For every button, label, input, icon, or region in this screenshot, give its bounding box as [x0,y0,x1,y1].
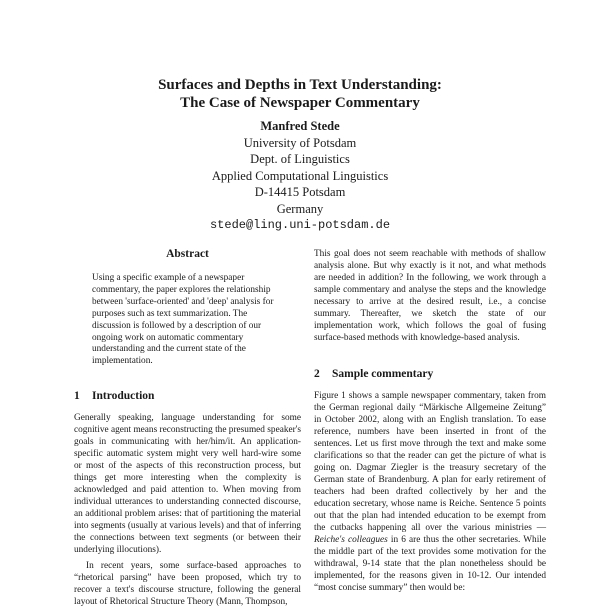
sample-emphasis: Reiche's colleagues [314,535,388,545]
author-email: stede@ling.uni-potsdam.de [209,218,391,232]
abstract-heading: Abstract [166,248,209,260]
right-top-paragraph: This goal does not seem reachable with methods of shallow analysis alone. But why exactly is it not, and what methods are needed in addition? In the following, we work through a sample commentary and analyse the steps and the knowledge necessary to arrive at the desired result, i.e., a concise summary. Thereafter, we sketch the state of our implementation work, which follows the goal of fusing surface-based methods with knowledge-based analysis. [314,249,546,343]
affiliation-line: Dept. of Linguistics [250,152,350,166]
intro-paragraph-1: Generally speaking, language understanding for some cognitive agent means reconstructing the presumed speaker's goals in communicating with her/him/it. An application-specific automatic system might very well hard-wire some or most of the aspects of this reconstruction process, but things get more interesting when the complexity is acknowledged and paid attention to. When moving from individual utterances to understanding connected discourse, an additional problem arises: that of partitioning the material into segments (usually at various levels) and that of inferring the connections between text segments (or between their underlying illocutions). [74,413,301,555]
section-number: 1 [74,390,80,402]
intro-body [74,412,301,608]
author-block [0,118,600,234]
sample-body [314,390,546,594]
affiliation-line: D-14415 Potsdam [254,185,346,199]
intro-paragraph-2: In recent years, some surface-based approaches to “rhetorical parsing” have been proposed, which try to recover a text's discourse structure, following the general layout of Rhetorical Structure Theory (Mann, Thompson, [74,561,301,607]
section-number: 2 [314,368,320,380]
paper-title-line-2: The Case of Newspaper Commentary [180,95,420,111]
sample-text-a: Figure 1 shows a sample newspaper commentary, taken from the German regional daily “Märkische Allgemeine Zeitung” in October 2002, along with an English translation. To ease reference, numbers have been inserted in front of the sentences. Let us first move through the text and make some clarifications so that the reader can get the picture of what is going on. Dagmar Ziegler is the treasury secretary of the German state of Brandenburg. A plan for early retirement of teachers had been drafted collectively by her and the education secretary, whose name is Reiche. Sentence 5 points out that the plan had intended education to be exempt from the cutbacks happening all over the various ministries — [314,391,546,533]
sample-paragraph-1 [314,390,546,594]
affiliation-line: Germany [276,201,324,216]
section-title: Sample commentary [332,368,434,380]
abstract-text: Using a specific example of a newspaper commentary, the paper explores the relationship between 'surface-oriented' and 'deep' analysis for purposes such as text summarization. The discussion is followed by a description of our ongoing work on automatic commentary understanding and the current state of the implementation. [92,273,274,367]
paper-title-line-1: Surfaces and Depths in Text Understanding: [158,77,442,93]
affiliation-line: University of Potsdam [243,135,357,150]
author-name: Manfred Stede [260,119,340,133]
section-1-heading [74,390,301,402]
section-title: Introduction [92,390,155,402]
affiliation-line: Applied Computational Linguistics [211,168,389,183]
section-2-heading [314,368,546,380]
sample-text-b: in 6 are thus the other secretaries. While the middle part of the text provides some motivation for the withdrawal, 9-14 state that the plan nonetheless should be implemented, for the reasons given in 10-12. Our intended “most concise summary” then would be: [314,535,546,593]
